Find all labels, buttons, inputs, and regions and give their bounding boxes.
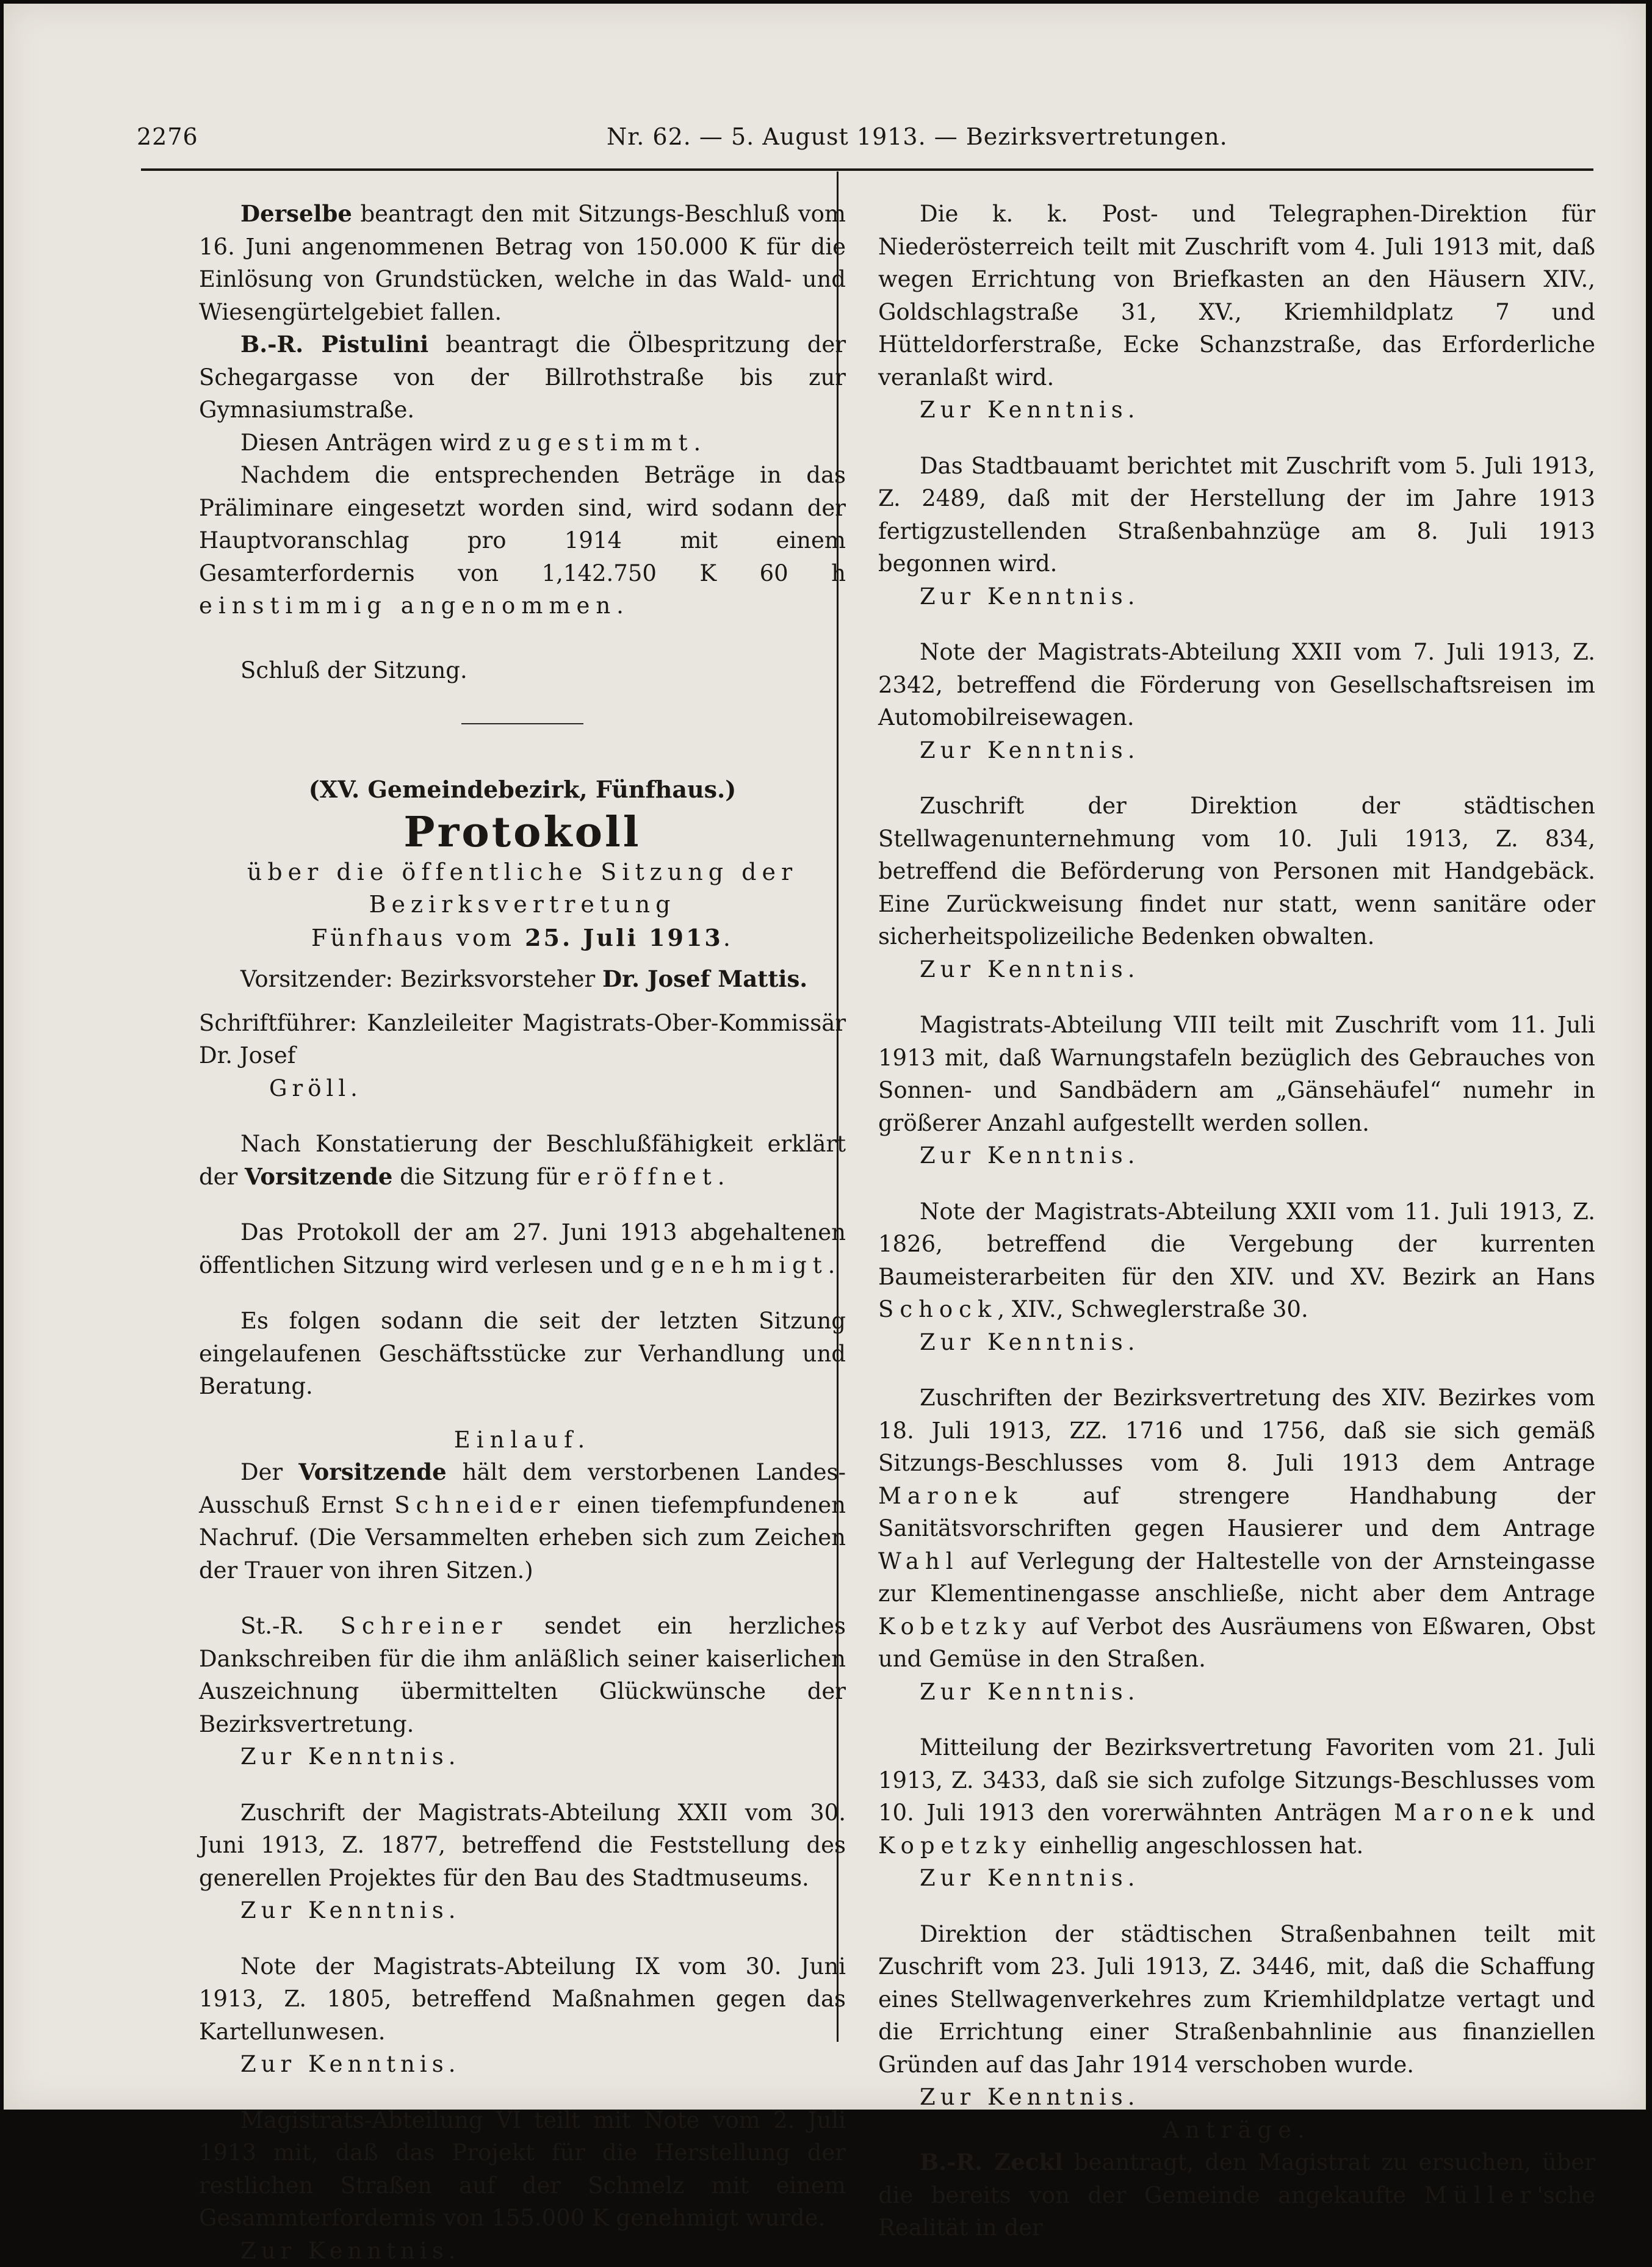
kenntnis-note: Zur Kenntnis. (878, 1139, 1595, 1172)
paragraph-text: Nach Konstatierung der Beschlußfähigkeit erklärt der (199, 1131, 846, 1190)
paragraph (199, 328, 846, 427)
running-header (137, 123, 1174, 160)
paragraph: Schluß der Sitzung. (199, 654, 846, 687)
secretary-text: Schriftführer: Kanzleileiter Magistrats-Ober-Kommissär Dr. Josef (199, 1010, 846, 1069)
spaced-text: Schreiner (341, 1613, 508, 1639)
speaker-name: Vorsitzende (298, 1458, 446, 1485)
paragraph (199, 1128, 846, 1193)
subtitle-text: . (723, 924, 734, 951)
paragraph-text: auf Verlegung der Haltestelle von der Arnsteingasse zur Klementinengasse anschließe, nicht aber dem Antrage (878, 1548, 1595, 1607)
paragraph-text: Diesen Anträgen wird (240, 430, 499, 456)
kenntnis-note: Zur Kenntnis. (878, 1862, 1595, 1895)
paragraph (199, 1610, 846, 1740)
kenntnis-note: Zur Kenntnis. (878, 734, 1595, 767)
secretary-line (199, 1007, 846, 1105)
kenntnis-note: Zur Kenntnis. (199, 1740, 846, 1773)
kenntnis-note: Zur Kenntnis. (878, 1676, 1595, 1709)
spaced-text: Wahl (878, 1548, 959, 1574)
paragraph-text: . (694, 430, 701, 456)
paragraph: Zuschrift der Magistrats-Abteilung XXII vom 30. Juni 1913, Z. 1877, betreffend die Feststellung des generellen Projektes für den Bau des Stadtmuseums. (199, 1797, 846, 1895)
spaced-text: Kobetzky (878, 1613, 1032, 1640)
paragraph: Magistrats-Abteilung VIII teilt mit Zuschrift vom 11. Juli 1913 mit, daß Warnungstafeln bezüglich des Gebrauches von Sonnen- und Sandbädern am „Gänsehäufel“ numehr in größerer Anzahl aufgestellt werden sollen. (878, 1009, 1595, 1139)
speaker-name: B.-R. Pistulini (240, 331, 428, 358)
paragraph-text: , XIV., Schweglerstraße 30. (997, 1296, 1308, 1322)
paragraph-text: 'sche Realität in der (878, 2182, 1595, 2241)
speaker-name: B.-R. Zeckl (920, 2149, 1063, 2175)
secretary-name: Gröll. (199, 1072, 846, 1105)
paragraph-text: hält dem verstorbenen Landes-Ausschuß Ernst (199, 1459, 846, 1518)
paragraph (878, 1382, 1595, 1676)
kenntnis-note: Zur Kenntnis. (199, 2048, 846, 2081)
paragraph (878, 1731, 1595, 1862)
chairman-label: Vorsitzender: Bezirksvorsteher (240, 966, 602, 992)
paragraph-text: Der (240, 1459, 298, 1485)
kenntnis-note: Zur Kenntnis. (878, 580, 1595, 613)
spaced-text: genehmigt (651, 1252, 828, 1278)
chairman-line (199, 963, 846, 996)
paragraph-text: und (1539, 1800, 1595, 1826)
paragraph: Note der Magistrats-Abteilung IX vom 30. Juni 1913, Z. 1805, betreffend Maßnahmen gegen das Kartellunwesen. (199, 1950, 846, 2049)
kenntnis-note: Zur Kenntnis. (878, 2081, 1595, 2114)
paragraph-text: beantragt, den Magistrat zu ersuchen, über die bereits von der Gemeinde angekaufte (878, 2149, 1595, 2208)
paragraph: Zuschrift der Direktion der städtischen Stellwagenunternehmung vom 10. Juli 1913, Z. 834, betreffend die Beförderung von Personen mit Handgebäck. Eine Zurückweisung findet nur statt, wenn sanitäre oder sicherheitspolizeiliche Bedenken obwalten. (878, 790, 1595, 953)
kenntnis-note: Zur Kenntnis. (199, 1894, 846, 1927)
protokoll-title: Protokoll (199, 809, 846, 856)
spaced-text: Schock (878, 1296, 997, 1322)
paragraph-text: Das Protokoll der am 27. Juni 1913 abgehaltenen öffentlichen Sitzung wird verlesen und (199, 1219, 846, 1278)
kenntnis-note: Zur Kenntnis. (878, 953, 1595, 986)
paragraph (199, 198, 846, 328)
paragraph: Es folgen sodann die seit der letzten Sitzung eingelaufenen Geschäftsstücke zur Verhandlung und Beratung. (199, 1305, 846, 1403)
page-number: 2276 (137, 123, 198, 150)
paragraph-text: Zuschriften der Bezirksvertretung des XIV. Bezirkes vom 18. Juli 1913, ZZ. 1716 und 1756, daß sie sich gemäß Sitzungs-Beschlusses vom 8. Juli 1913 dem Antrage (878, 1385, 1595, 1476)
paragraph-text: einhellig angeschlossen hat. (1032, 1833, 1363, 1859)
paragraph-text: . (828, 1252, 835, 1278)
paragraph (199, 459, 846, 622)
spaced-text: Maronek (878, 1483, 1023, 1509)
spaced-text: zugestimmt (499, 430, 694, 456)
scanned-page (4, 4, 1646, 2110)
paragraph: Magistrats-Abteilung VI teilt mit Note vom 2. Juli 1913 mit, daß das Projekt für die Herstellung der restlichen Straßen auf der Schmelz mit einem Gesammterfordernis von 155.000 K genehmigt wurde. (199, 2104, 846, 2235)
paragraph: Die k. k. Post- und Telegraphen-Direktion für Niederösterreich teilt mit Zuschrift vom 4. Juli 1913 mit, daß wegen Errichtung von Briefkasten an den Häusern XIV., Goldschlagstraße 31, XV., Kriemhildplatz 7 und Hütteldorferstraße, Ecke Schanzstraße, das Erforderliche veranlaßt wird. (878, 198, 1595, 394)
paragraph-text: Nachdem die entsprechenden Beträge in das Präliminare eingesetzt worden sind, wird sodann der Hauptvoranschlag pro 1914 mit einem Gesamterfordernis von 1,142.750 K 60 h (199, 462, 846, 586)
speaker-name: Vorsitzende (245, 1163, 392, 1190)
paragraph-text: . (616, 593, 624, 619)
einlauf-heading: Einlauf. (199, 1424, 846, 1457)
header-rule (141, 168, 1593, 171)
paragraph (199, 427, 846, 460)
paragraph-text: sendet ein herzliches Dankschreiben für die ihm anläßlich seiner kaiserlichen Auszeichnung übermittelten Glückwünsche der Bezirksvertretung. (199, 1613, 846, 1737)
paragraph: Direktion der städtischen Straßenbahnen teilt mit Zuschrift vom 23. Juli 1913, Z. 3446, mit, daß die Schaffung eines Stellwagenverkehres zum Kriemhildplatze vertagt und die Errichtung einer Straßenbahnlinie aus finanziellen Gründen auf das Jahr 1914 verschoben wurde. (878, 1918, 1595, 2081)
paragraph (878, 2146, 1595, 2244)
spaced-text: eröffnet (577, 1164, 718, 1190)
header-title: Nr. 62. — 5. August 1913. — Bezirksvertretungen. (607, 123, 1228, 150)
session-date: 25. Juli 1913 (525, 924, 723, 951)
paragraph-text: beantragt den mit Sitzungs-Beschluß vom 16. Juni angenommenen Betrag von 150.000 K für die Einlösung von Grundstücken, welche in das Wald- und Wiesengürtelgebiet fallen. (199, 201, 846, 325)
paragraph-text: die Sitzung für (392, 1164, 577, 1190)
chairman-name: Dr. Josef Mattis. (602, 965, 807, 992)
left-column (199, 198, 846, 2267)
spaced-text: Kopetzky (878, 1833, 1032, 1859)
kenntnis-note: Zur Kenntnis. (199, 2235, 846, 2267)
kenntnis-note: Zur Kenntnis. (878, 1326, 1595, 1359)
paragraph-text: Mitteilung der Bezirksvertretung Favoriten vom 21. Juli 1913, Z. 3433, daß sie sich zufolge Sitzungs-Beschlusses vom 10. Juli 1913 den vorerwähnten Anträgen (878, 1734, 1595, 1826)
spaced-text: Schneider (394, 1492, 566, 1518)
paragraph-text: . (718, 1164, 725, 1190)
speaker-name: Derselbe (240, 200, 352, 227)
paragraph-text: beantragt die Ölbespritzung der Schegargasse von der Billrothstraße bis zur Gymnasiumstraße. (199, 331, 846, 423)
antraege-heading: Anträge. (878, 2114, 1595, 2147)
paragraph (199, 1456, 846, 1587)
paragraph (199, 1216, 846, 1281)
paragraph-text: einen tiefempfundenen Nachruf. (Die Versammelten erheben sich zum Zeichen der Trauer von ihren Sitzen.) (199, 1492, 846, 1584)
protokoll-subtitle-date (199, 921, 846, 955)
paragraph-text: auf Verbot des Ausräumens von Eßwaren, Obst und Gemüse in den Straßen. (878, 1613, 1595, 1673)
subtitle-text: Fünfhaus vom (311, 924, 525, 951)
paragraph-text: auf strengere Handhabung der Sanitätsvorschriften gegen Hausierer und dem Antrage (878, 1483, 1595, 1542)
paragraph: Note der Magistrats-Abteilung XXII vom 7. Juli 1913, Z. 2342, betreffend die Förderung von Gesellschaftsreisen im Automobilreisewagen. (878, 636, 1595, 734)
paragraph-text: St.-R. (240, 1613, 341, 1639)
kenntnis-note: Zur Kenntnis. (878, 394, 1595, 427)
section-divider (461, 723, 583, 724)
spaced-text: Müller (1424, 2182, 1537, 2208)
protokoll-subtitle: über die öffentliche Sitzung der Bezirksvertretung (199, 856, 846, 921)
paragraph: Das Stadtbauamt berichtet mit Zuschrift vom 5. Juli 1913, Z. 2489, daß mit der Herstellung der im Jahre 1913 fertigzustellenden Straßenbahnzüge am 8. Juli 1913 begonnen wird. (878, 450, 1595, 580)
paragraph (878, 1195, 1595, 1326)
spaced-text: Maronek (1394, 1800, 1539, 1826)
district-heading: (XV. Gemeindebezirk, Fünfhaus.) (199, 773, 846, 806)
right-column (878, 198, 1595, 2244)
paragraph-text: Note der Magistrats-Abteilung XXII vom 11. Juli 1913, Z. 1826, betreffend die Vergebung der kurrenten Baumeisterarbeiten für den XIV. und XV. Bezirk an Hans (878, 1198, 1595, 1290)
spaced-text: einstimmig angenommen (199, 593, 616, 619)
